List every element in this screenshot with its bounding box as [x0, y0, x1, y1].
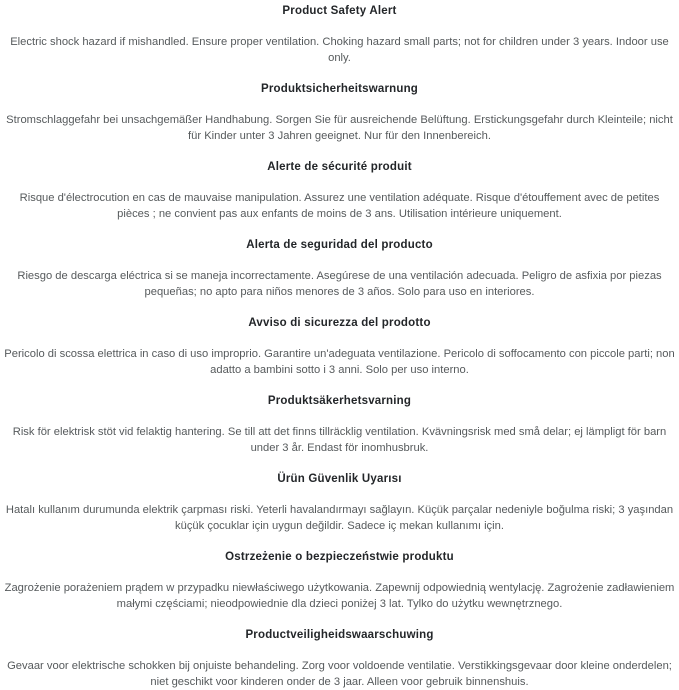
- section-body: Riesgo de descarga eléctrica si se maneja incorrectamente. Asegúrese de una ventilación adecuada. Peligro de asfixia por piezas pequeñas; no apto para niños menores de 3 años. Solo para uso en interiores.: [17, 270, 662, 298]
- section-body: Gevaar voor elektrische schokken bij onjuiste behandeling. Zorg voor voldoende ventilatie. Verstikkingsgevaar door kleine onderdelen; niet geschikt voor kinderen onder de 3 jaar. Alleen voor gebruik binnenshuis.: [7, 660, 672, 688]
- safety-section-english: [4, 3, 675, 66]
- section-heading: Productveiligheidswaarschuwing: [245, 629, 434, 641]
- section-heading: Ostrzeżenie o bezpieczeństwie produktu: [225, 551, 454, 563]
- safety-section-italian: [4, 315, 675, 378]
- section-body: Electric shock hazard if mishandled. Ensure proper ventilation. Choking hazard small parts; not for children under 3 years. Indoor use only.: [10, 36, 669, 64]
- section-body: Zagrożenie porażeniem prądem w przypadku niewłaściwego użytkowania. Zapewnij odpowiednią wentylację. Zagrożenie zadławieniem małymi częściami; nieodpowiednie dla dzieci poniżej 3 lat. Tylko do użytku wewnętrznego.: [4, 582, 675, 610]
- section-body: Risk för elektrisk stöt vid felaktig hantering. Se till att det finns tillräcklig ventilation. Kvävningsrisk med små delar; ej lämpligt för barn under 3 år. Endast för inomhusbruk.: [12, 426, 667, 454]
- section-heading: Avviso di sicurezza del prodotto: [248, 317, 431, 329]
- safety-section-spanish: [4, 237, 675, 300]
- section-body: Hatalı kullanım durumunda elektrik çarpması riski. Yeterli havalandırmayı sağlayın. Küçük parçalar nedeniyle boğulma riski; 3 yaşından küçük çocuklar için uygun değildir. Sadece iç mekan kullanımı için.: [5, 504, 674, 532]
- section-heading: Produktsicherheitswarnung: [260, 83, 419, 95]
- safety-section-turkish: [4, 471, 675, 534]
- section-heading: Alerte de sécurité produit: [267, 161, 412, 173]
- safety-section-dutch: [4, 627, 675, 690]
- section-heading: Product Safety Alert: [282, 5, 397, 17]
- section-body: Stromschlaggefahr bei unsachgemäßer Handhabung. Sorgen Sie für ausreichende Belüftung. Erstickungsgefahr durch Kleinteile; nicht für Kinder unter 3 Jahren geeignet. Nur für den Innenbereich.: [6, 114, 673, 142]
- section-heading: Ürün Güvenlik Uyarısı: [277, 473, 402, 485]
- safety-section-french: [4, 159, 675, 222]
- section-heading: Alerta de seguridad del producto: [246, 239, 433, 251]
- section-body: Pericolo di scossa elettrica in caso di uso improprio. Garantire un'adeguata ventilazione. Pericolo di soffocamento con piccole parti; non adatto a bambini sotto i 3 anni. Solo per uso interno.: [4, 348, 675, 376]
- section-body: Risque d'électrocution en cas de mauvaise manipulation. Assurez une ventilation adéquate. Risque d'étouffement avec de petites pièces ; ne convient pas aux enfants de moins de 3 ans. Utilisation intérieure uniquement.: [19, 192, 660, 220]
- safety-section-german: [4, 81, 675, 144]
- safety-section-polish: [4, 549, 675, 612]
- safety-section-swedish: [4, 393, 675, 456]
- section-heading: Produktsäkerhetsvarning: [267, 395, 412, 407]
